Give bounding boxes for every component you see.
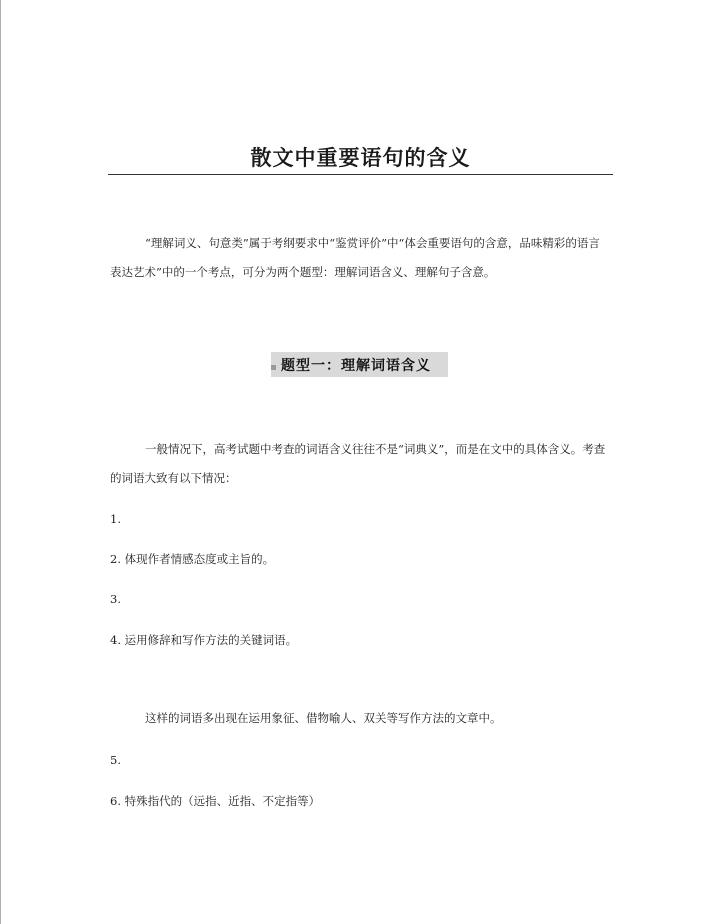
list-item-number: 1. [110,512,121,526]
list-item-number: 5. [110,753,121,767]
section-heading-text: 题型一：理解词语含义 [281,358,431,374]
list-item [110,592,121,606]
list-item [110,632,297,648]
page-border [0,0,1,924]
heading-bullet-icon [271,365,276,370]
intro-paragraph: “理解词义、句意类”属于考纲要求中“鉴赏评价”中“体会重要语句的含意，品味精彩的语言表达艺术”中的一个考点，可分为两个题型：理解词语含义、理解句子含意。 [110,236,600,279]
document-title: 散文中重要语句的含义 [250,145,471,170]
list-item-number: 4. [110,633,121,647]
note-paragraph: 这样的词语多出现在运用象征、借物喻人、双关等写作方法的文章中。 [145,711,502,725]
list-item-text: 体现作者情感态度或主旨的。 [124,552,275,566]
list-item-number: 2. [110,552,121,566]
section-heading [271,352,448,377]
list-item-text: 运用修辞和写作方法的关键词语。 [124,633,298,647]
title-underline [108,174,613,175]
list-item [110,551,274,567]
list-item-number: 3. [110,592,121,606]
list-item [110,753,121,767]
list-item [110,793,320,809]
list-item-number: 6. [110,794,121,808]
list-item-text: 特殊指代的（远指、近指、不定指等） [124,794,321,808]
list-item [110,512,121,526]
section-intro-paragraph: 一般情况下，高考试题中考查的词语含义往往不是“词典义”，而是在文中的具体含义。考查的词语大致有以下情况： [110,442,606,485]
